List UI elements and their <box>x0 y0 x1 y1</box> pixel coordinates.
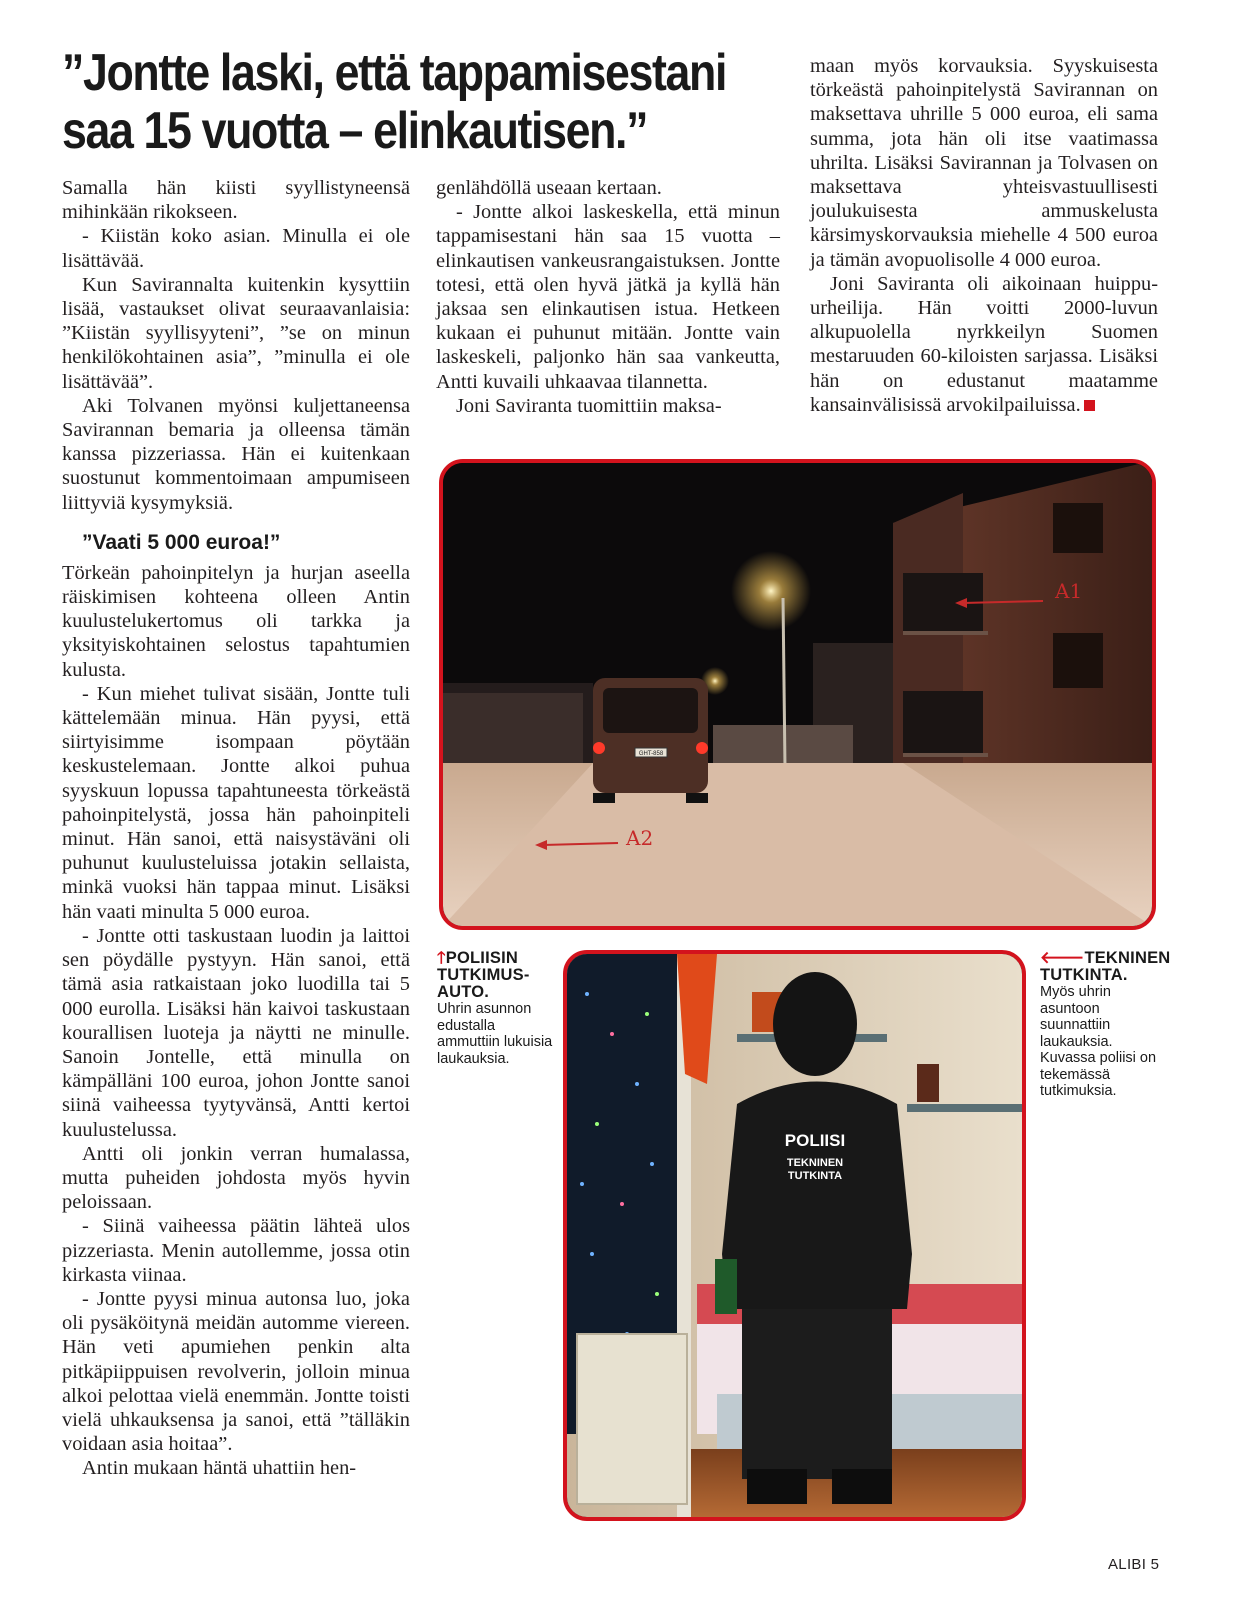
caption-heading <box>1040 950 1170 984</box>
arrow-left-icon: 🡐 <box>1040 949 1085 967</box>
headline <box>62 44 727 160</box>
subheading: ”Vaati 5 000 euroa!” <box>82 530 281 554</box>
article-column-3 <box>810 54 1158 417</box>
paragraph: - Kun miehet tulivat sisään, Jontte tuli kättelemään minua. Hän pyysi, että siirtyisimme isompaan pöytään keskustelemaan. Jontte alkoi puhua syyskuun lopussa tapahtuneesta törkeästä pahoinpitelystä, jossa hän pahoinpiteli minut. Hän sanoi, että naisystäväni oli puhunut kuulusteluissa jotakin sellaista, minkä vuoksi hän tappaa minut. Lisäksi hän vaati minulta 5 000 euroa. <box>62 682 410 923</box>
paragraph: maan myös korvauksia. Syyskuisesta törkeästä pahoinpitelystä Savirannan on maksettava uhrille 5 000 euroa, eli sama summa, jota hän oli itse vaatimassa uhrilta. Lisäksi Savirannan ja Tolvasen on maksettava yhteisvastuullisesti joulukuisesta ammuskelusta kärsimyskorvauksia miehelle 4 500 euroa ja tämän avopuolisolle 4 000 euroa. <box>810 55 1158 271</box>
paragraph: - Jontte otti taskustaan luodin ja laittoi sen pöydälle pystyyn. Hän sanoi, että tämä asia ratkaistaan joko luodilla tai 5 000 eurolla. Lisäksi hän kaivoi taskustaan kourallisen luoteja ja näytti ne minulle. Sanoin Jontelle, että minulla on kämpälläni 100 euroa, johon Jontte sanoi siinä vaiheessa tyytyvänsä, Antti kertoi kuulustelussa. <box>62 924 410 1141</box>
article-column-1 <box>62 176 410 1481</box>
marker-a2: A2 <box>626 826 654 850</box>
end-mark-icon <box>1084 400 1095 411</box>
vest-text-tutkinta: TUTKINTA <box>787 1170 843 1182</box>
paragraph: genlähdöllä useaan kertaan. <box>436 177 662 199</box>
paragraph: Joni Saviranta tuomittiin maksa- <box>456 394 722 417</box>
vest-text-tekninen: TEKNINEN <box>786 1157 844 1169</box>
caption-technical-investigation <box>1040 950 1170 1100</box>
paragraph: Törkeän pahoinpitelyn ja hurjan aseella räiskimisen kohteena olleen Antin kuulustelukertomus oli tarkka ja yksityiskohtainen selostus tapahtumien kulusta. <box>62 561 410 681</box>
caption-body: Uhrin asunnon edustalla ammuttiin lukuisia laukauksia. <box>437 1001 553 1067</box>
caption-body: Myös uhrin asuntoon suunnattiin laukauksia. Kuvassa poliisi on tekemässä tutkimuksia. <box>1040 984 1157 1099</box>
caption-heading <box>437 950 559 1001</box>
paragraph: - Kiistän koko asian. Minulla ei ole lisättävää. <box>62 225 410 272</box>
license-plate-text: GHT-858 <box>638 751 664 757</box>
paragraph-text: Joni Saviranta oli aikoinaan huippu-urheilija. Hän voitti 2000-luvun alkupuolella nyrkkeilyn Suomen mestaruuden 60-kiloisten sarjassa. Lisäksi hän on edustanut maatamme kansainvälisissä arvokilpailuissa. <box>810 272 1158 416</box>
headline-line-1: ”Jontte laski, että tappamisestani <box>62 44 727 102</box>
paragraph: Aki Tolvanen myönsi kuljettaneensa Savirannan bemaria ja olleensa tämän kanssa pizzeriassa. Hän ei kuitenkaan suostunut kommentoimaan ampumiseen liittyviä kysymyksiä. <box>62 394 410 514</box>
paragraph: Samalla hän kiisti syyllistyneensä mihinkään rikokseen. <box>62 177 410 224</box>
paragraph <box>810 272 1158 417</box>
caption-police-van <box>437 950 559 1067</box>
photo-technical-investigation <box>563 950 1026 1521</box>
paragraph: Kun Savirannalta kuitenkin kysyttiin lisää, vastaukset olivat seuraavanlaisia: ”Kiistän syyllisyyteni”, ”se on minun henkilökohtainen asia”, ”minulla ei ole lisättävää”. <box>62 273 410 393</box>
paragraph: - Jontte pyysi minua autonsa luo, joka oli pysäköitynä meidän automme viereen. Hän veti apumiehen penkin alta pitkäpiippuisen revolverin, jolloin minua alkoi pelottaa vielä enemmän. Jontte toisti vielä uhkauksensa ja sanoi, että ”tälläkin voidaan asia hoitaa”. <box>62 1287 410 1456</box>
article-column-2 <box>436 176 780 418</box>
arrow-up-icon: 🡑 <box>437 949 446 967</box>
photo-police-van <box>439 459 1156 930</box>
marker-a1: A1 <box>1055 579 1083 603</box>
paragraph: Antti oli jonkin verran humalassa, mutta puheiden johdosta myös hyvin peloissaan. <box>62 1142 410 1214</box>
paragraph: - Siinä vaiheessa päätin lähteä ulos pizzeriasta. Menin autollemme, jossa otin kirkasta viinaa. <box>62 1215 410 1286</box>
vest-text-poliisi: POLIISI <box>784 1131 846 1150</box>
page-folio: ALIBI 5 <box>1108 1556 1160 1573</box>
caption-heading-text: POLIISIN TUTKIMUS-AUTO. <box>437 949 530 1001</box>
caption-heading-text: TEKNINEN TUTKINTA. <box>1040 949 1171 984</box>
investigator-room-illustration <box>567 954 1022 1517</box>
night-street-illustration <box>443 463 1152 926</box>
paragraph: Antin mukaan häntä uhattiin hen- <box>82 1457 357 1480</box>
paragraph: - Jontte alkoi laskeskella, että minun tappamisestani hän saa 15 vuotta – elinkautisen vankeusrangaistuksen. Jontte totesi, että olen hyvä jätkä ja kyllä hän jaksaa sen elinkautisen istua. Hetkeen kukaan ei puhunut mitään. Jontte vain laskeskeli, paljonko hän saa vankeutta, Antti kuvaili uhkaavaa tilannetta. <box>436 201 780 393</box>
headline-line-2: saa 15 vuotta – elinkautisen.” <box>62 102 648 160</box>
